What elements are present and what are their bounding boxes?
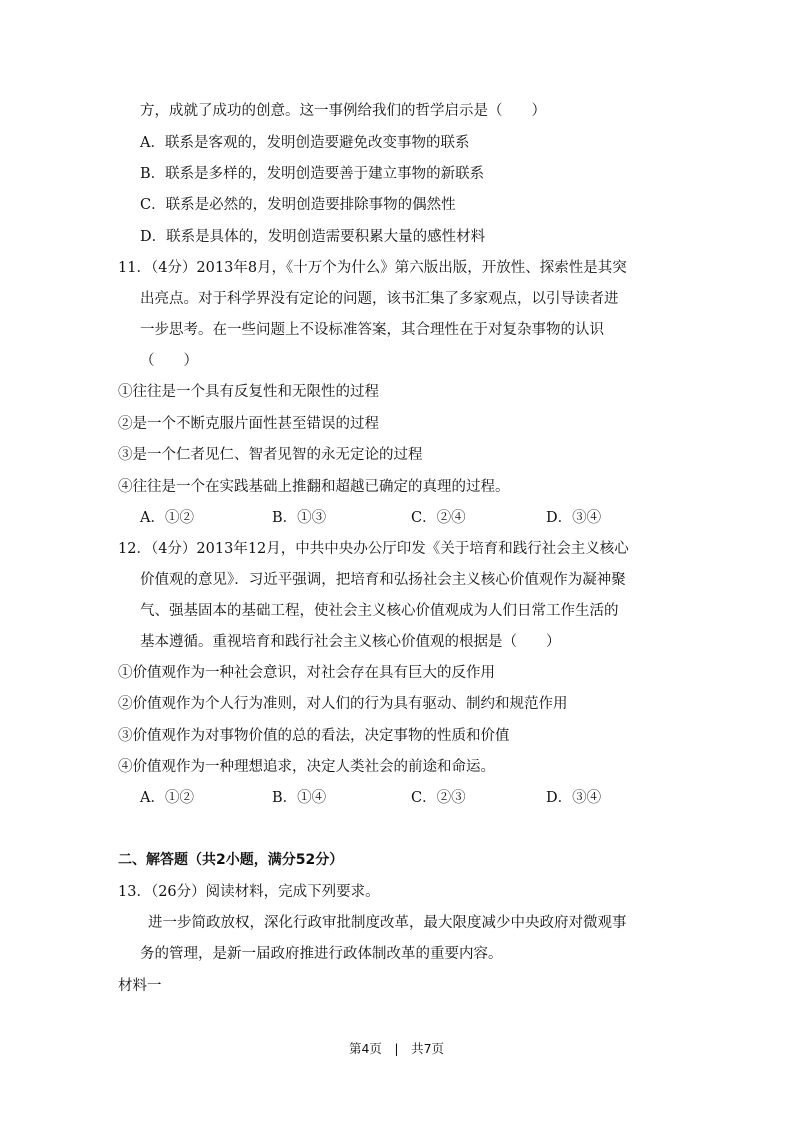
q11-option-c[interactable]: C．②④ — [411, 510, 466, 526]
page-footer: 第4页 | 共7页 — [348, 1041, 445, 1056]
q11-stem-line-3: 一步思考。在一些问题上不设标准答案，其合理性在于对复杂事物的认识 — [140, 322, 604, 338]
q11-options — [140, 508, 700, 528]
q12-statement-1: ①价值观作为一种社会意识，对社会存在具有巨大的反作用 — [118, 665, 495, 681]
q12-option-b[interactable]: B．①④ — [272, 790, 327, 806]
q10-option-c[interactable]: C．联系是必然的，发明创造要排除事物的偶然性 — [140, 197, 456, 213]
q11-answer-blank: （ ） — [140, 353, 198, 369]
section-heading: 二、解答题（共2小题，满分52分） — [118, 852, 344, 868]
q12-statement-4: ④价值观作为一种理想追求，决定人类社会的前途和命运。 — [118, 759, 495, 775]
q12-option-d[interactable]: D．③④ — [546, 790, 602, 806]
q11-option-b[interactable]: B．①③ — [272, 510, 327, 526]
q12-statement-2: ②价值观作为个人行为准则，对人们的行为具有驱动、制约和规范作用 — [118, 696, 568, 712]
q12-option-c[interactable]: C．②③ — [411, 790, 466, 806]
q11-statement-4: ④往往是一个在实践基础上推翻和超越已确定的真理的过程。 — [118, 479, 510, 495]
q11-statement-1: ①往往是一个具有反复性和无限性的过程 — [118, 384, 379, 400]
q10-option-b[interactable]: B．联系是多样的，发明创造要善于建立事物的新联系 — [140, 166, 485, 182]
q11-option-a[interactable]: A．①② — [140, 510, 194, 526]
q12-stem-line-1: 12．（4分）2013年12月，中共中央办公厅印发《关于培育和践行社会主义核心 — [118, 541, 629, 557]
q13-paragraph-line-2: 务的管理，是新一届政府推进行政体制改革的重要内容。 — [140, 946, 503, 962]
q13-material-label: 材料一 — [118, 978, 162, 994]
q12-statement-3: ③价值观作为对事物价值的总的看法，决定事物的性质和价值 — [118, 728, 510, 744]
q11-statement-2: ②是一个不断克服片面性甚至错误的过程 — [118, 416, 379, 432]
q11-stem-line-2: 出亮点。对于科学界没有定论的问题，该书汇集了多家观点，以引导读者进 — [140, 291, 619, 307]
q11-option-d[interactable]: D．③④ — [546, 510, 602, 526]
q12-stem-line-4: 基本遵循。重视培育和践行社会主义核心价值观的根据是（ ） — [140, 634, 561, 650]
q11-statement-3: ③是一个仁者见仁、智者见智的永无定论的过程 — [118, 447, 423, 463]
q12-stem-line-3: 气、强基固本的基础工程，使社会主义核心价值观成为人们日常工作生活的 — [140, 603, 619, 619]
q11-stem-line-1: 11．（4分）2013年8月，《十万个为什么》第六版出版，开放性、探索性是其突 — [118, 260, 627, 276]
q12-stem-line-2: 价值观的意见》．习近平强调，把培育和弘扬社会主义核心价值观作为凝神聚 — [140, 572, 626, 588]
q13-paragraph-line-1: 进一步简政放权，深化行政审批制度改革，最大限度减少中央政府对微观事 — [148, 915, 627, 931]
q10-stem-continuation: 方，成就了成功的创意。这一事例给我们的哲学启示是（ ） — [140, 103, 546, 119]
q10-option-d[interactable]: D．联系是具体的，发明创造需要积累大量的感性材料 — [140, 229, 486, 245]
q12-options — [140, 788, 700, 808]
q10-option-a[interactable]: A．联系是客观的，发明创造要避免改变事物的联系 — [140, 135, 470, 151]
q12-option-a[interactable]: A．①② — [140, 790, 194, 806]
q13-stem: 13．（26分）阅读材料，完成下列要求。 — [118, 884, 380, 900]
